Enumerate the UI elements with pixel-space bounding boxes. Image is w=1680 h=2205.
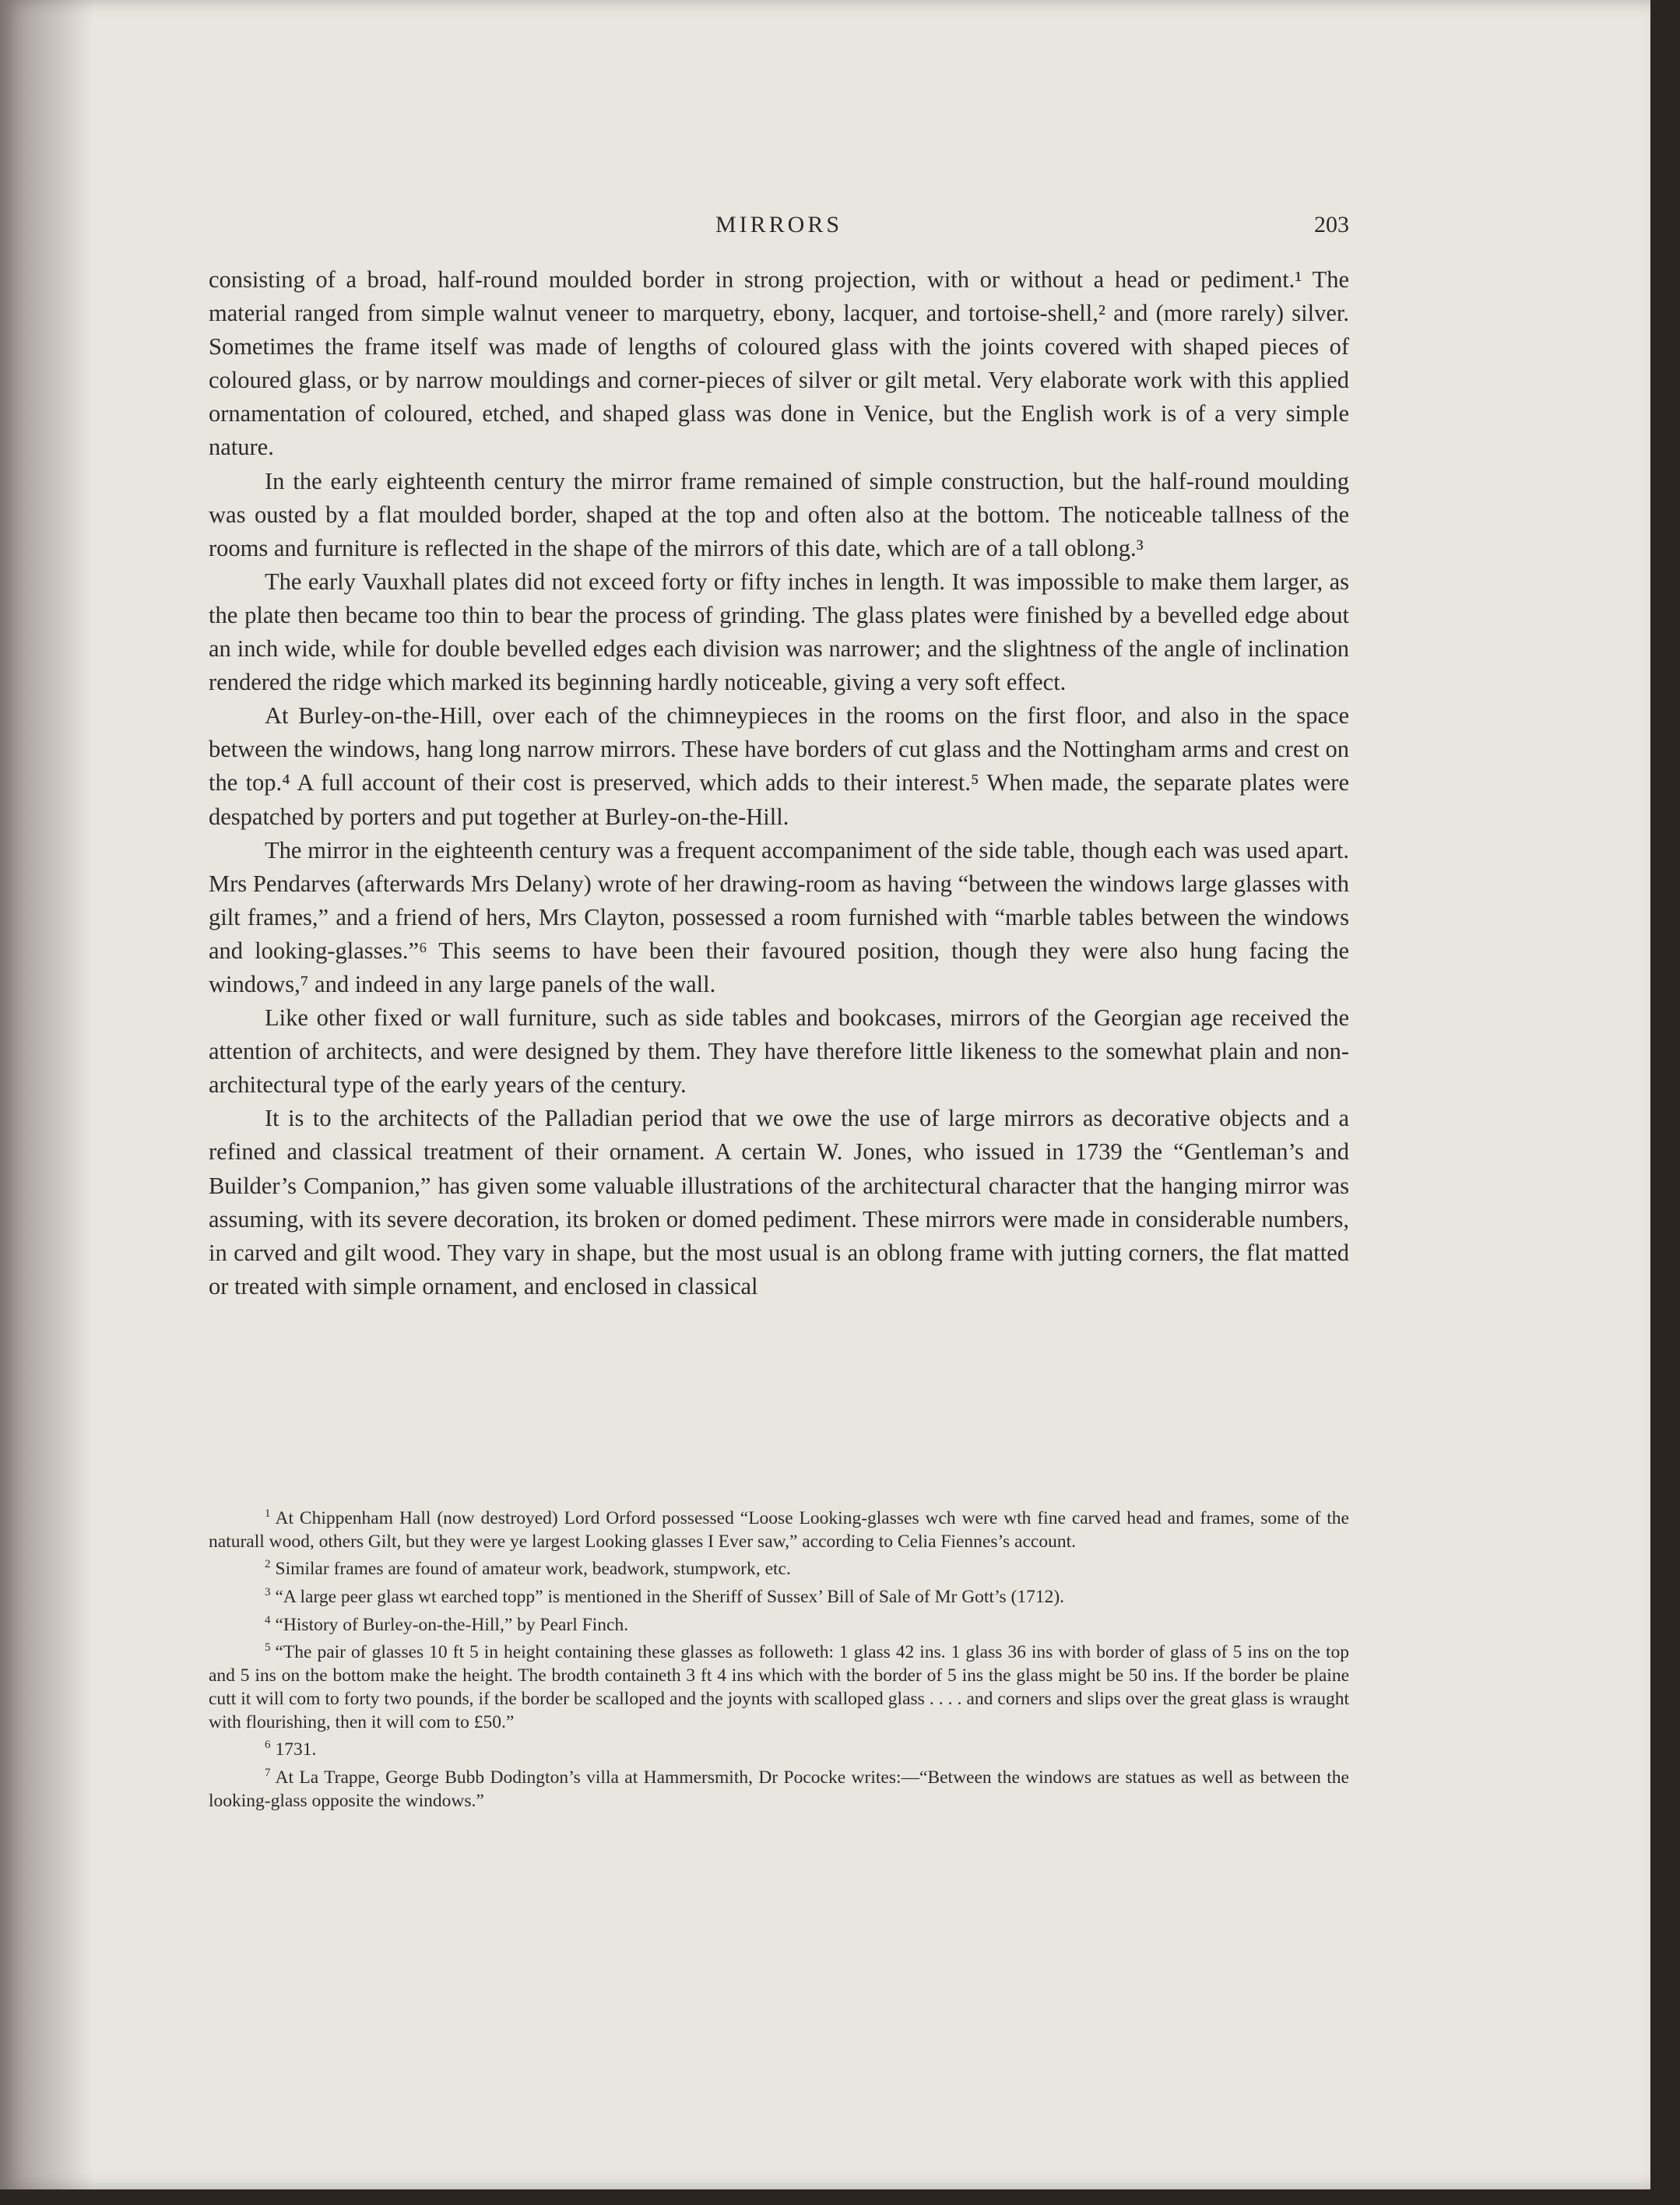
footnote-text: “A large peer glass wt earched topp” is mentioned in the Sheriff of Sussex’ Bill of Sale of Mr Gott’s (1712).	[275, 1586, 1065, 1607]
page-gutter-shadow	[0, 0, 93, 2189]
footnote-text: At La Trappe, George Bubb Dodington’s villa at Hammersmith, Dr Pococke writes:—“Between the windows are statues as well as between the looking-glass opposite the windows.”	[209, 1767, 1349, 1811]
footnote-text: Similar frames are found of amateur work, beadwork, stumpwork, etc.	[275, 1559, 791, 1580]
paragraph: The mirror in the eighteenth century was a frequent accompaniment of the side table, though each was used apart. Mrs Pendarves (afterwards Mrs Delany) wrote of her drawing-room as having “between the windows large glasses with gilt frames,” and a friend of hers, Mrs Clayton, possessed a room furnished with “marble tables between the windows and looking-glasses.”⁶ This seems to have been their favoured position, though they were also hung facing the windows,⁷ and indeed in any large panels of the wall.	[209, 836, 1349, 997]
scan-border-bottom	[0, 2189, 1680, 2205]
paragraph: It is to the architects of the Palladian period that we owe the use of large mirrors as decorative objects and a refined and classical treatment of their ornament. A certain W. Jones, who issued in 1739 the “Gentleman’s and Builder’s Companion,” has given some valuable illustrations of the architectural character that the hanging mirror was assuming, with its severe decoration, its broken or domed pediment. These mirrors were made in considerable numbers, in carved and gilt wood. They vary in shape, but the most usual is an oblong frame with jutting corners, the flat matted or treated with simple ornament, and enclosed in classical	[209, 1105, 1349, 1299]
footnote-number: 4	[265, 1613, 271, 1626]
footnote	[209, 1553, 1349, 1581]
footnote-number: 2	[265, 1558, 271, 1571]
footnote	[209, 1503, 1349, 1553]
footnote-number: 1	[265, 1507, 271, 1520]
footnotes	[209, 1503, 1349, 1813]
footnote	[209, 1734, 1349, 1762]
body-text	[209, 263, 1349, 1303]
paragraph: consisting of a broad, half-round moulded border in strong projection, with or without a head or pediment.¹ The material ranged from simple walnut veneer to marquetry, ebony, lacquer, and tortoise-shell,² and (more rarely) silver. Sometimes the frame itself was made of lengths of coloured glass with the joints covered with shaped pieces of coloured glass, or by narrow mouldings and corner-pieces of silver or gilt metal. Very elaborate work with this applied ornamentation of coloured, etched, and shaped glass was done in Venice, but the English work is of a very simple nature.	[209, 266, 1349, 461]
paragraph: Like other fixed or wall furniture, such as side tables and bookcases, mirrors of the Georgian age received the attention of architects, and were designed by them. They have therefore little likeness to the somewhat plain and non-architectural type of the early years of the century.	[209, 1004, 1349, 1099]
paragraph: The early Vauxhall plates did not exceed forty or fifty inches in length. It was impossible to make them larger, as the plate then became too thin to bear the process of grinding. The glass plates were finished by a bevelled edge about an inch wide, while for double bevelled edges each division was narrower; and the slightness of the angle of inclination rendered the ridge which marked its beginning hardly noticeable, giving a very soft effect.	[209, 568, 1349, 696]
footnote-text: At Chippenham Hall (now destroyed) Lord Orford possessed “Loose Looking-glasses wch were wth fine carved head and frames, some of the naturall wood, others Gilt, but they were ye largest Looking glasses I Ever saw,” according to Celia Fiennes’s account.	[209, 1507, 1349, 1552]
footnote-text: “History of Burley-on-the-Hill,” by Pearl Finch.	[275, 1614, 629, 1635]
footnote-number: 5	[265, 1641, 271, 1655]
footnote-number: 6	[265, 1739, 271, 1752]
footnote	[209, 1609, 1349, 1637]
footnote-number: 3	[265, 1586, 271, 1599]
footnote	[209, 1637, 1349, 1734]
running-title: MIRRORS	[715, 212, 843, 237]
footnote	[209, 1581, 1349, 1609]
paragraph: At Burley-on-the-Hill, over each of the chimneypieces in the rooms on the first floor, and also in the space between the windows, hang long narrow mirrors. These have borders of cut glass and the Nottingham arms and crest on the top.⁴ A full account of their cost is preserved, which adds to their interest.⁵ When made, the separate plates were despatched by porters and put together at Burley-on-the-Hill.	[209, 702, 1349, 830]
footnote-text: 1731.	[275, 1739, 317, 1760]
footnote-text: “The pair of glasses 10 ft 5 in height containing these glasses as followeth: 1 glass 42 ins. 1 glass 36 ins with border of glass of 5 ins on the top and 5 ins on the bottom make the height. The brodth containeth 3 ft 4 ins which with the border of 5 ins the glass might be 50 ins. If the border be plaine cutt it will com to forty two pounds, if the border be scalloped and the joynts with scalloped glass . . . . and corners and slips over the great glass is wraught with flourishing, then it will com to £50.”	[209, 1642, 1349, 1732]
page-number: 203	[1314, 212, 1349, 237]
paragraph: In the early eighteenth century the mirror frame remained of simple construction, but the half-round moulding was ousted by a flat moulded border, shaped at the top and often also at the bottom. The noticeable tallness of the rooms and furniture is reflected in the shape of the mirrors of this date, which are of a tall oblong.³	[209, 467, 1349, 561]
page-header	[209, 212, 1349, 251]
footnote-number: 7	[265, 1766, 271, 1779]
scan-border-right	[1650, 0, 1680, 2205]
footnote	[209, 1762, 1349, 1813]
